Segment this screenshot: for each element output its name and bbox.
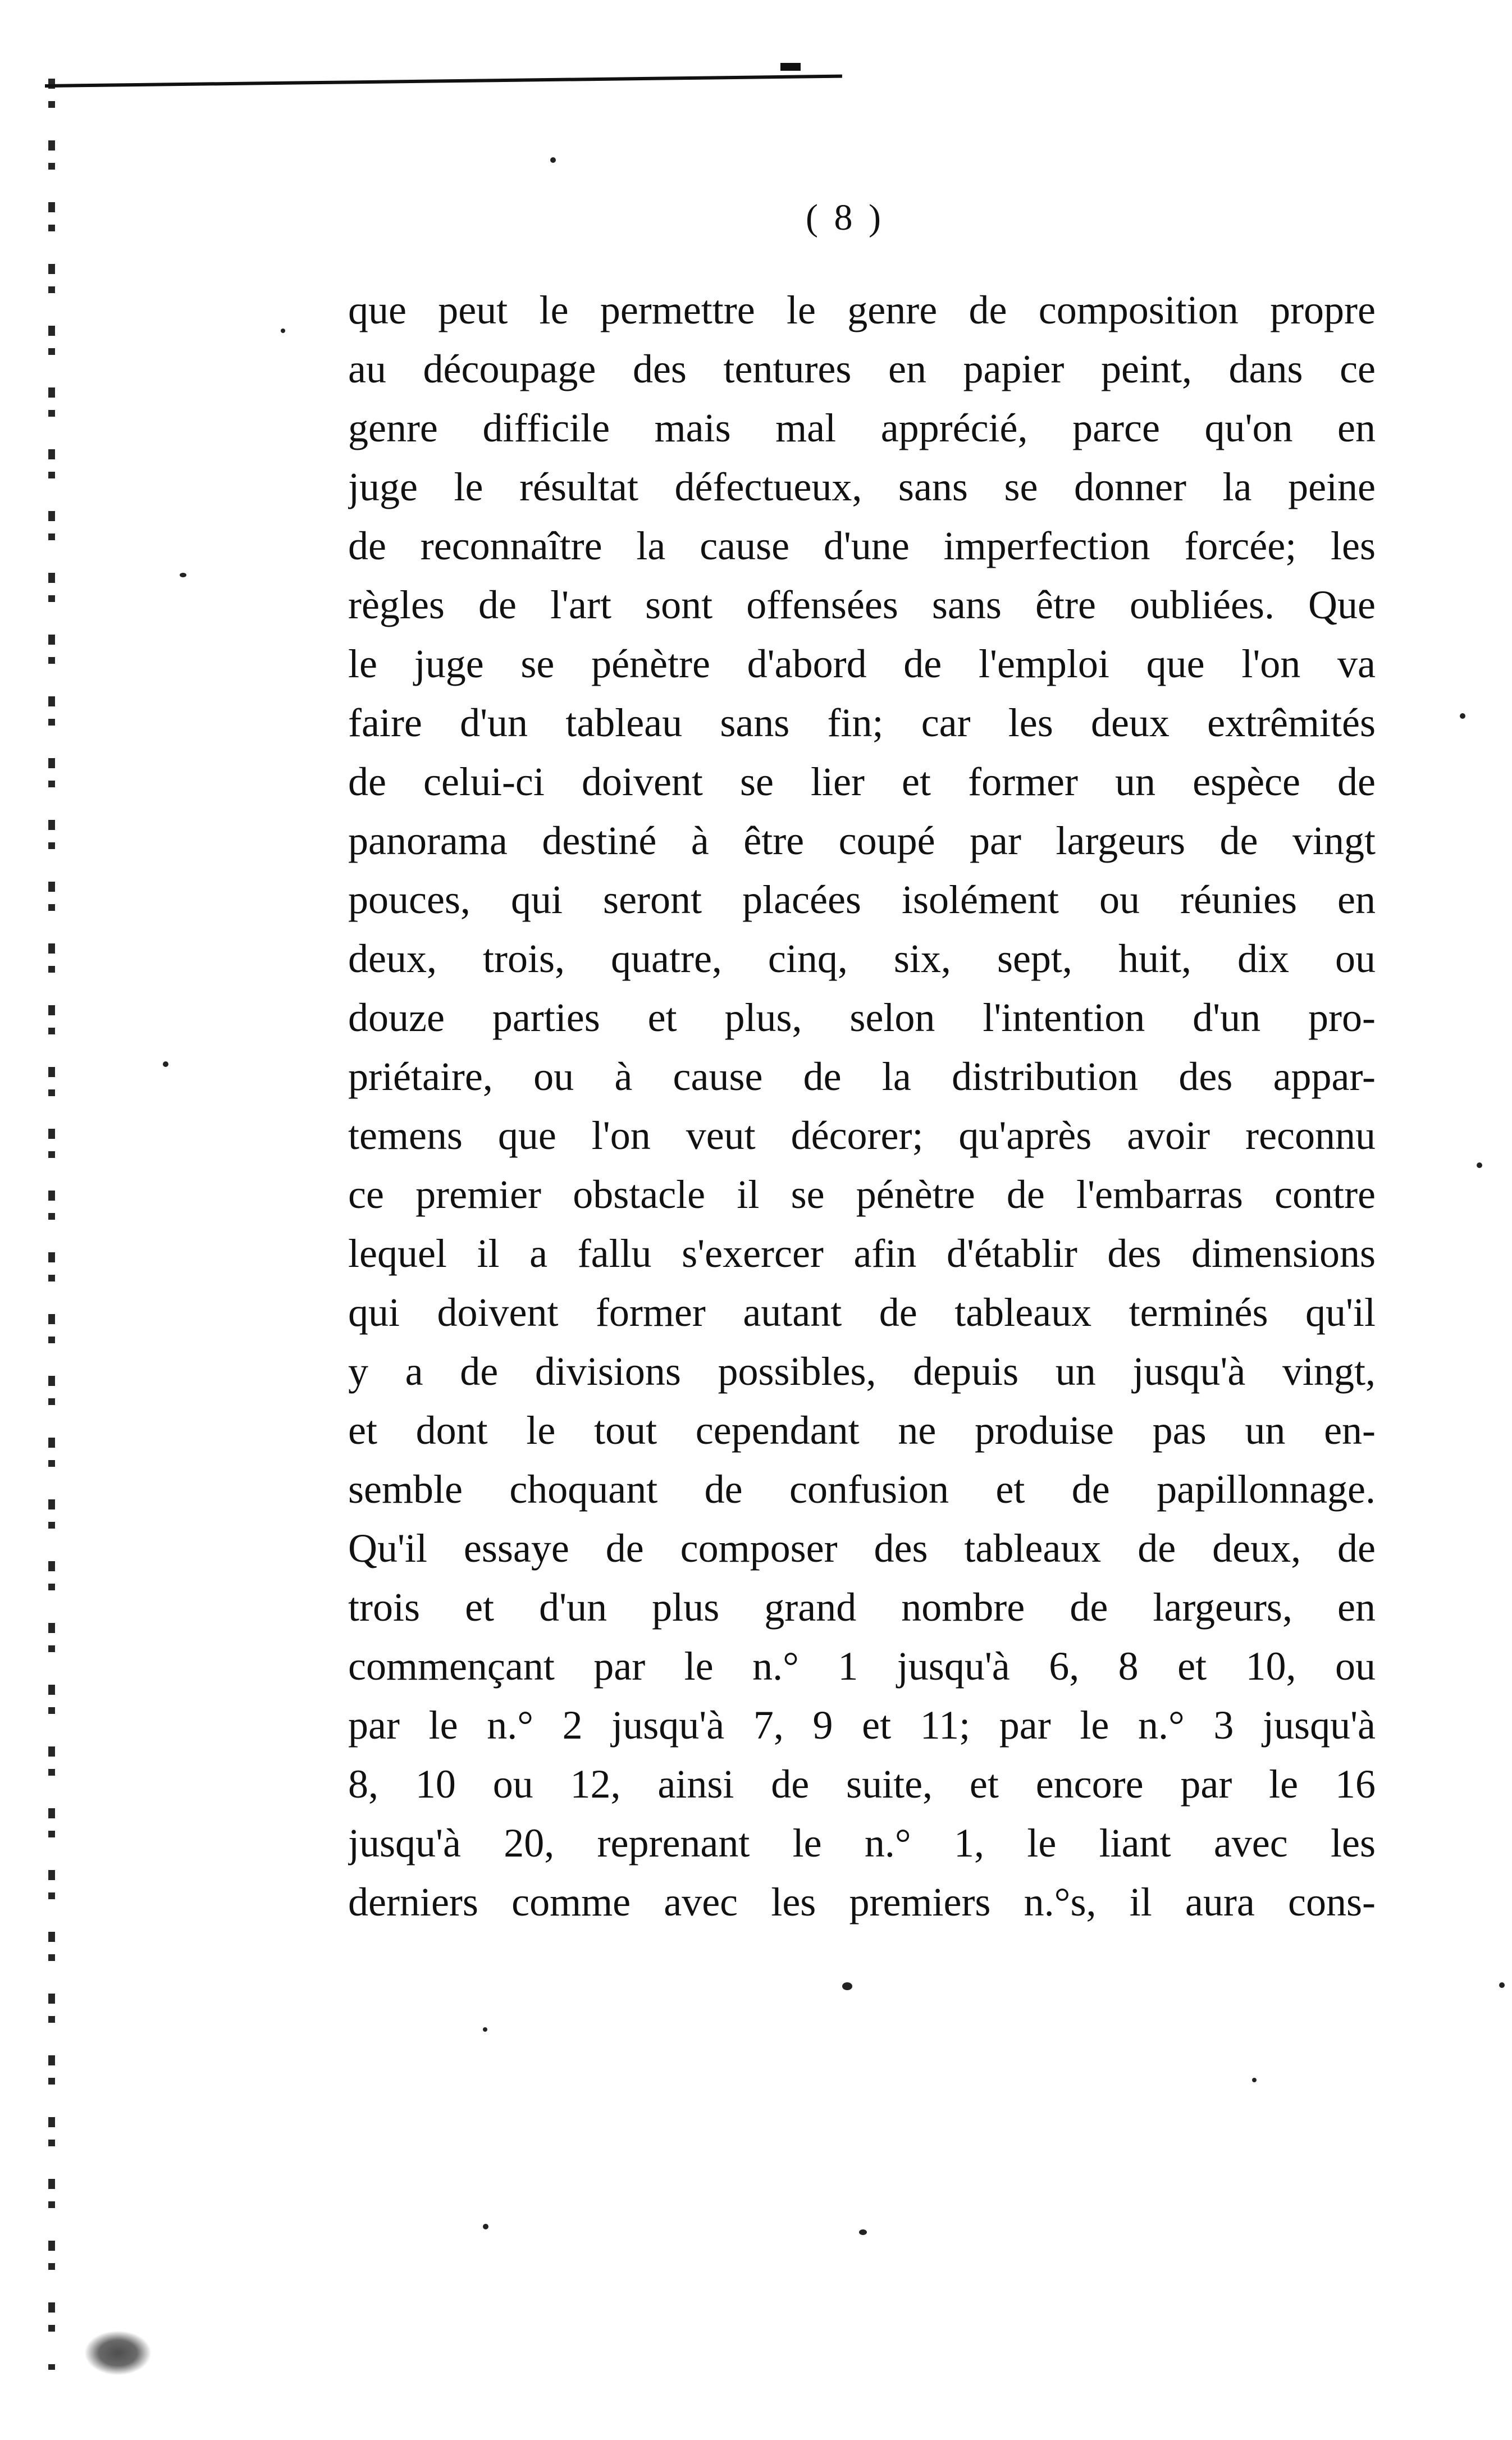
text-line: jusqu'à 20, reprenant le n.° 1, le liant avec les [348,1821,1376,1866]
text-line: pouces, qui seront placées isolément ou réunies en [348,877,1376,922]
page-number: ( 8 ) [806,197,884,238]
ink-smudge [84,2330,152,2375]
text-line: faire d'un tableau sans fin; car les deux extrêmités [348,700,1376,745]
scan-speck [163,1061,168,1067]
scan-speck [842,1982,852,1990]
text-line: semble choquant de confusion et de papillonnage. [348,1467,1376,1512]
text-line: y a de divisions possibles, depuis un jusqu'à vingt, [348,1349,1376,1394]
text-line: commençant par le n.° 1 jusqu'à 6, 8 et 10, ou [348,1644,1376,1689]
scan-speck [1460,713,1465,719]
scan-speck [180,573,186,577]
top-rule [45,75,842,88]
text-line: règles de l'art sont offensées sans être oubliées. Que [348,582,1376,627]
text-line: lequel il a fallu s'exercer afin d'établir des dimensions [348,1231,1376,1276]
text-line: genre difficile mais mal apprécié, parce qu'on en [348,405,1376,450]
text-line: le juge se pénètre d'abord de l'emploi que l'on va [348,641,1376,686]
top-rule-mark [780,63,801,71]
text-line: ce premier obstacle il se pénètre de l'embarras contre [348,1172,1376,1217]
text-line: 8, 10 ou 12, ainsi de suite, et encore par le 16 [348,1762,1376,1807]
text-line: que peut le permettre le genre de composition propre [348,288,1376,332]
text-line: deux, trois, quatre, cinq, six, sept, huit, dix ou [348,936,1376,981]
scan-speck [483,2224,488,2229]
text-line: qui doivent former autant de tableaux terminés qu'il [348,1290,1376,1335]
text-line: derniers comme avec les premiers n.°s, il aura cons- [348,1880,1376,1924]
text-line: douze parties et plus, selon l'intention d'un pro- [348,995,1376,1040]
text-line: et dont le tout cependant ne produise pas un en- [348,1408,1376,1453]
text-line: au découpage des tentures en papier peint, dans ce [348,346,1376,391]
text-line: Qu'il essaye de composer des tableaux de deux, de [348,1526,1376,1571]
text-line: temens que l'on veut décorer; qu'après avoir reconnu [348,1113,1376,1158]
scan-speck [1477,1162,1482,1168]
text-line: de celui-ci doivent se lier et former un espèce de [348,759,1376,804]
scan-speck [483,2027,487,2032]
binding-gutter [39,79,62,2370]
scan-speck [550,157,556,163]
text-line: priétaire, ou à cause de la distribution des appar- [348,1054,1376,1099]
scan-speck [859,2229,867,2235]
text-line: de reconnaître la cause d'une imperfection forcée; les [348,523,1376,568]
scan-speck [281,329,285,333]
text-line: trois et d'un plus grand nombre de largeurs, en [348,1585,1376,1630]
scan-speck [1252,2078,1257,2082]
text-line: panorama destiné à être coupé par largeurs de vingt [348,818,1376,863]
body-text [348,281,1376,1932]
scan-speck [1499,1982,1505,1988]
text-line: par le n.° 2 jusqu'à 7, 9 et 11; par le n.° 3 jusqu'à [348,1703,1376,1748]
text-line: juge le résultat défectueux, sans se donner la peine [348,464,1376,509]
